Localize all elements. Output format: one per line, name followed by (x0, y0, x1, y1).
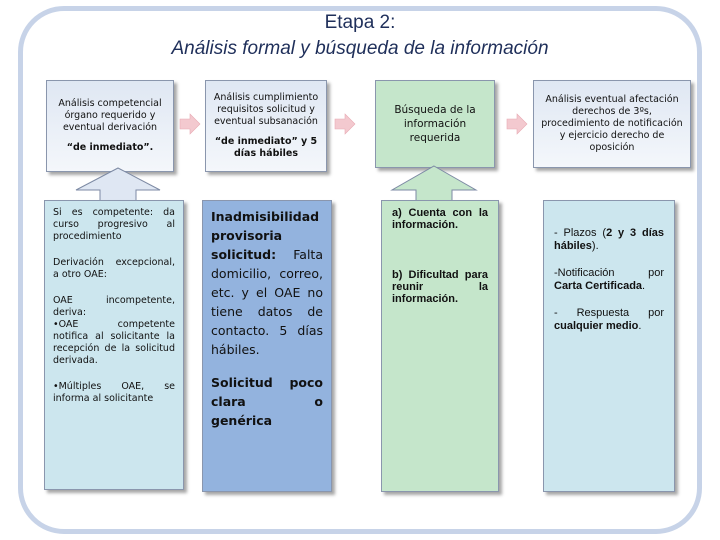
header-requisitos-note: “de inmediato” y 5 días hábiles (214, 136, 318, 159)
col4-p3-bold: cualquier medio (554, 320, 639, 332)
col2-p1-rest: Falta domicilio, correo, etc. y el OAE no tiene datos de contacto. 5 días hábiles. (211, 247, 323, 357)
column-busqueda (381, 200, 499, 492)
header-requisitos (205, 80, 327, 172)
col1-p1: Si es competente: da curso progresivo al procedimiento (53, 207, 175, 242)
arrow-right-icon (506, 113, 528, 135)
col4-p3-pre: - Respuesta por (554, 307, 664, 319)
col4-p1-bold: 2 y 3 días hábiles (554, 227, 664, 252)
header-terceros (533, 80, 691, 168)
header-busqueda-text: Búsqueda de la información requerida (394, 104, 476, 144)
column-competencia (44, 200, 184, 490)
column-terceros (543, 200, 675, 492)
arrow-right-icon (179, 113, 201, 135)
col4-p2-pre: -Notificación por (554, 267, 664, 279)
header-competencia-text: Análisis competencial órgano requerido y eventual derivación (58, 98, 162, 133)
col2-p1-bold: Inadmisibilidad provisoria solicitud: (211, 209, 320, 262)
col1-p4: •Múltiples OAE, se informa al solicitante (53, 381, 175, 404)
page-subtitle: Análisis formal y búsqueda de la información (171, 38, 549, 59)
col4-p3-post: . (638, 320, 642, 332)
header-requisitos-text: Análisis cumplimiento requisitos solicitud y eventual subsanación (213, 92, 319, 127)
col1-p3a: OAE incompetente, deriva: (53, 295, 175, 318)
col1-p2: Derivación excepcional, a otro OAE: (53, 257, 175, 280)
col3-p1: a) Cuenta con la información. (392, 207, 488, 231)
page-title: Etapa 2: (324, 12, 396, 33)
col4-p2-post: . (642, 280, 646, 292)
col4-p1-pre: - Plazos ( (554, 227, 607, 239)
col4-p2-bold: Carta Certificada (554, 280, 643, 292)
column-requisitos (202, 200, 332, 492)
header-competencia (46, 80, 174, 172)
col3-p2: b) Dificultad para reunir la información. (392, 269, 488, 305)
col2-p2: Solicitud poco clara o genérica (211, 375, 323, 428)
header-busqueda (375, 80, 495, 168)
header-competencia-note: “de inmediato”. (66, 142, 154, 153)
arrow-right-icon (334, 113, 356, 135)
header-terceros-text: Análisis eventual afectación derechos de 3ºs, procedimiento de notificación y ejercicio derecho de oposición (541, 94, 683, 153)
col4-p1-post: ). (591, 240, 599, 252)
col1-p3b: •OAE competente notifica al solicitante la recepción de la solicitud derivada. (53, 319, 175, 366)
